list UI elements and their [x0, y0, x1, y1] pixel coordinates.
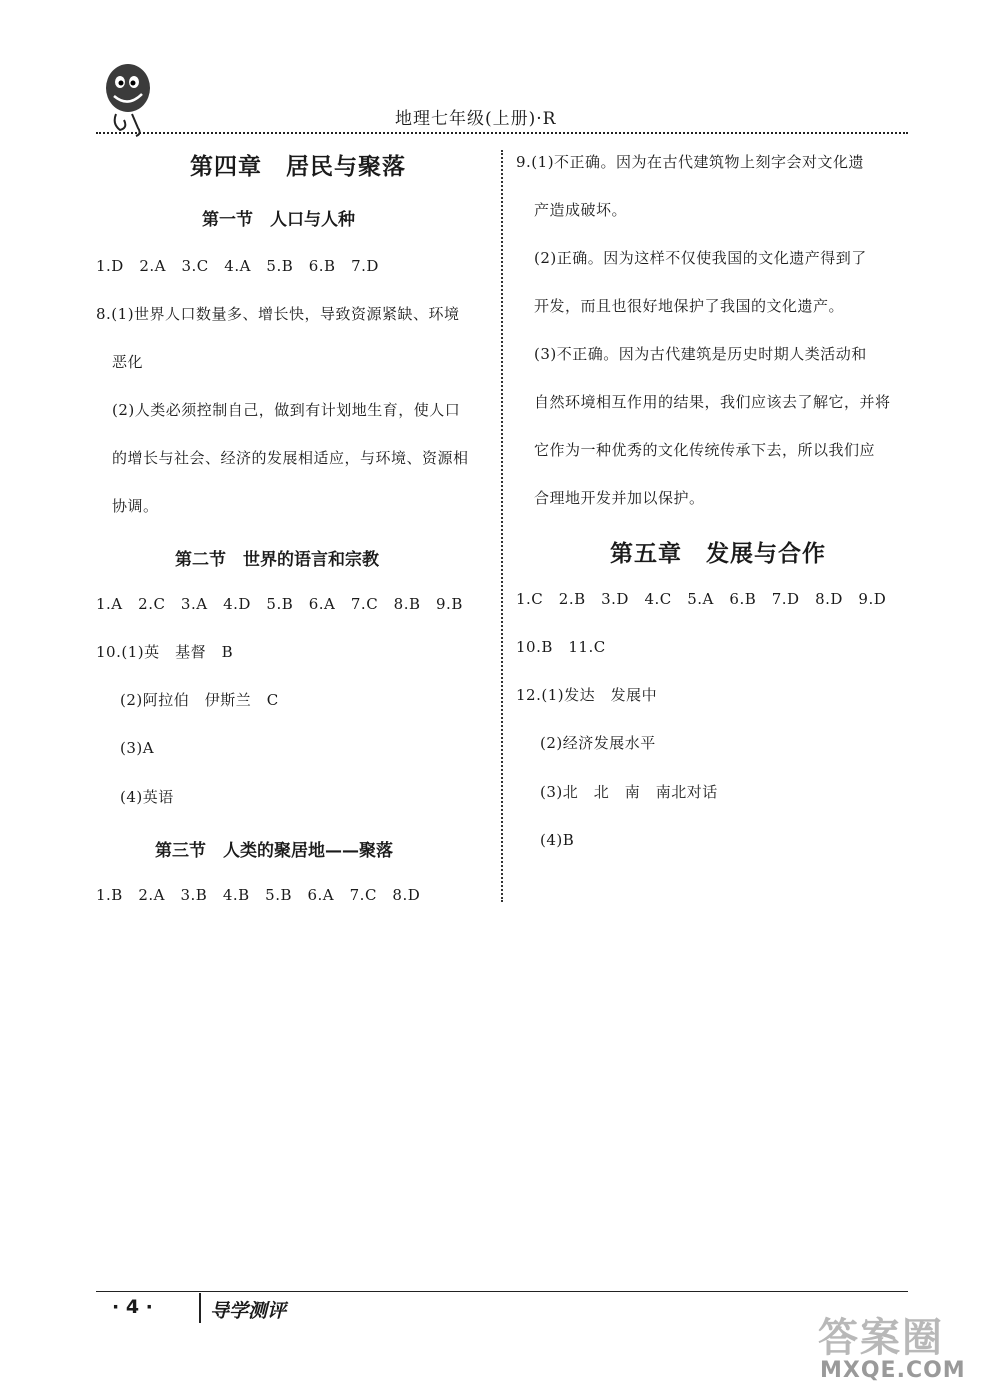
column-divider [501, 150, 503, 902]
answer-line: 自然环境相互作用的结果，我们应该去了解它，并将 [534, 393, 891, 411]
answer-line: (2)经济发展水平 [540, 734, 656, 752]
answer-line: 10.(1)英 基督 B [96, 643, 234, 661]
answer-line: 1.A 2.C 3.A 4.D 5.B 6.A 7.C 8.B 9.B [96, 595, 463, 613]
answer-line: (4)B [540, 831, 575, 849]
header-title: 地理七年级(上册)·R [395, 109, 557, 129]
book-title: 导学测评 [210, 1300, 287, 1322]
answer-line: 9.(1)不正确。因为在古代建筑物上刻字会对文化遗 [516, 153, 865, 171]
answer-line: 1.B 2.A 3.B 4.B 5.B 6.A 7.C 8.D [96, 886, 421, 904]
chapter-5-title: 第五章 发展与合作 [610, 541, 826, 567]
footer-divider [96, 1291, 908, 1292]
answer-line: 产造成破坏。 [534, 201, 628, 219]
section-3-title: 第三节 人类的聚居地——聚落 [155, 841, 393, 861]
answer-line: 1.D 2.A 3.C 4.A 5.B 6.B 7.D [96, 257, 379, 275]
chapter-4-title: 第四章 居民与聚落 [190, 154, 406, 180]
answer-line: (2)正确。因为这样不仅使我国的文化遗产得到了 [534, 249, 867, 267]
mascot-logo [98, 58, 158, 142]
page-number: · 4 · [112, 1296, 153, 1318]
watermark-url: MXQE.COM [820, 1358, 966, 1383]
answer-line: 的增长与社会、经济的发展相适应，与环境、资源相 [112, 449, 469, 467]
answer-line: 10.B 11.C [516, 638, 606, 656]
answer-line: (4)英语 [120, 788, 174, 806]
answer-line: 开发，而且也很好地保护了我国的文化遗产。 [534, 297, 845, 315]
watermark-logo: 答案圈 [818, 1315, 944, 1361]
answer-line: 合理地开发并加以保护。 [534, 489, 705, 507]
header-divider [96, 132, 908, 134]
answer-line: 它作为一种优秀的文化传统传承下去，所以我们应 [534, 441, 876, 459]
answer-line: 1.C 2.B 3.D 4.C 5.A 6.B 7.D 8.D 9.D [516, 590, 887, 608]
answer-line: (2)阿拉伯 伊斯兰 C [120, 691, 279, 709]
answer-line: (3)北 北 南 南北对话 [540, 783, 718, 801]
answer-line: (3)不正确。因为古代建筑是历史时期人类活动和 [534, 345, 867, 363]
answer-line: (2)人类必须控制自己，做到有计划地生育，使人口 [112, 401, 461, 419]
answer-line: 12.(1)发达 发展中 [516, 686, 658, 704]
section-1-title: 第一节 人口与人种 [202, 210, 355, 230]
answer-line: 协调。 [112, 497, 159, 515]
answer-line: 恶化 [112, 353, 144, 371]
footer-separator [199, 1293, 201, 1323]
answer-line: 8.(1)世界人口数量多、增长快，导致资源紧缺、环境 [96, 305, 460, 323]
section-2-title: 第二节 世界的语言和宗教 [175, 550, 379, 570]
answer-line: (3)A [120, 739, 155, 757]
